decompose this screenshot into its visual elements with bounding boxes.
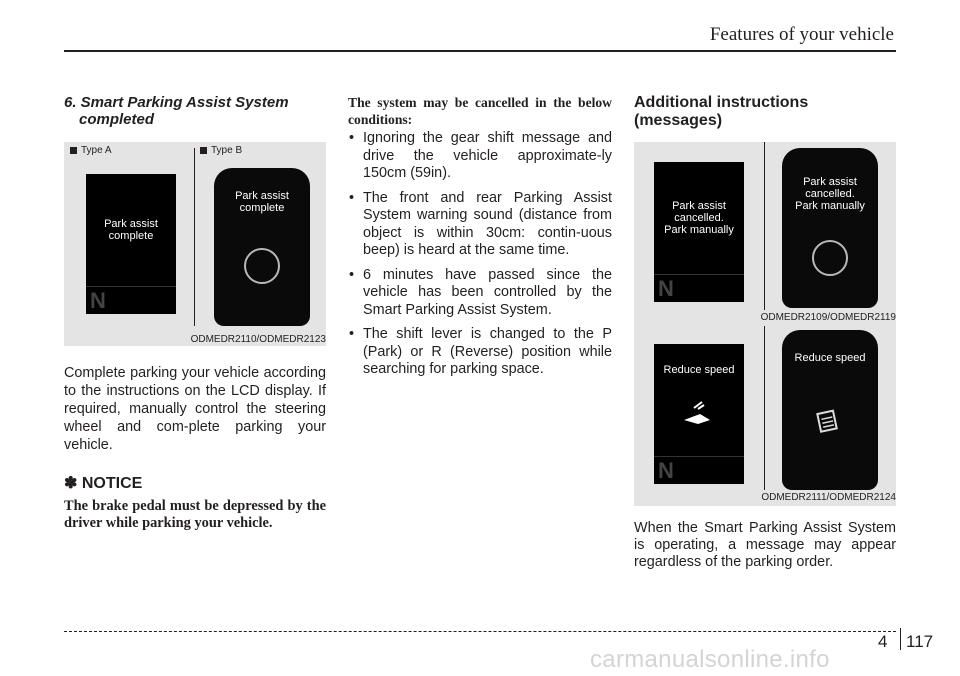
square-bullet-icon (70, 147, 77, 154)
section-heading-line2: (messages) (634, 112, 723, 129)
pedal-icon (816, 408, 840, 434)
lcd-text-line: Park assist (104, 218, 158, 230)
type-b-label: Type B (200, 145, 242, 156)
section-heading-completed (64, 94, 334, 128)
figure-caption: ODMEDR2110/ODMEDR2123 (190, 334, 326, 345)
list-item: • The front and rear Parking Assist System warning sound (distance from object is within 30cm: contin-uous beep) is heard at the same time. (348, 190, 612, 260)
figure-caption-bottom: ODMEDR2111/ODMEDR2124 (761, 492, 896, 503)
figure-divider (764, 326, 765, 490)
lcd-screen-cancelled-type-a (654, 162, 744, 302)
body-paragraph: When the Smart Parking Assist System is operating, a message may appear regardless of the parking order. (634, 520, 896, 570)
lcd-screen-type-b (214, 168, 310, 326)
list-item: • 6 minutes have passed since the vehicle has been controlled by the Smart Parking Assist System. (348, 267, 612, 320)
body-paragraph: Complete parking your vehicle according to the instructions on the LCD display. If required, manually control the steering wheel and com-plete parking your vehicle. (64, 365, 326, 453)
lcd-text-line: complete (239, 202, 285, 214)
lcd-divider (86, 286, 176, 287)
type-a-label: Type A (70, 145, 112, 156)
page-number-separator (900, 628, 901, 650)
lcd-screen-cancelled-type-b (782, 148, 878, 308)
lcd-text-line: Reduce speed (663, 364, 735, 376)
lcd-text-line: Park assist (803, 176, 857, 188)
lcd-text-line: Reduce speed (794, 352, 866, 364)
watermark: carmanualsonline.info (590, 646, 830, 673)
section-heading-line2: completed (79, 111, 155, 128)
section-heading-additional (634, 94, 896, 130)
lcd-screen-reduce-speed-type-b (782, 330, 878, 490)
gear-indicator-icon: N (90, 288, 106, 313)
lcd-text-line: Park assist (235, 190, 289, 202)
lcd-screen-reduce-speed-type-a (654, 344, 744, 484)
notice-body: The brake pedal must be depressed by the driver while parking your vehicle. (64, 498, 326, 531)
lcd-divider (654, 274, 744, 275)
header-rule (64, 50, 896, 52)
lcd-text-line: Park manually (664, 224, 734, 236)
list-item: • The shift lever is changed to the P (Park) or R (Reverse) position while searching for parking space. (348, 326, 612, 379)
conditions-heading: The system may be cancelled in the below conditions: (348, 95, 612, 127)
figure-divider (194, 148, 195, 326)
chapter-number: 4 (878, 632, 888, 651)
section-heading-line1: 6. Smart Parking Assist System (64, 94, 289, 111)
page-number: 117 (906, 632, 934, 651)
figure-park-assist-complete (64, 142, 326, 346)
steering-wheel-icon (812, 240, 848, 276)
lcd-screen-type-a (86, 174, 176, 314)
lcd-divider (654, 456, 744, 457)
figure-additional-messages (634, 142, 896, 506)
lcd-text-line: complete (108, 230, 154, 242)
figure-divider (764, 142, 765, 310)
lcd-text-line: cancelled. (805, 188, 855, 200)
section-heading-line1: Additional instructions (634, 94, 809, 111)
list-item: • Ignoring the gear shift message and drive the vehicle approximate-ly 150cm (59in). (348, 130, 612, 183)
lcd-text-line: Park assist (672, 200, 726, 212)
conditions-list (348, 130, 612, 386)
footer-dashed-rule (64, 631, 896, 632)
lcd-text-line: cancelled. (674, 212, 724, 224)
lcd-text-line: Park manually (795, 200, 865, 212)
square-bullet-icon (200, 147, 207, 154)
steering-wheel-icon (244, 248, 280, 284)
running-header: Features of your vehicle (709, 24, 894, 45)
figure-caption-top: ODMEDR2109/ODMEDR2119 (760, 312, 896, 323)
gear-indicator-icon: N (658, 458, 674, 483)
brake-pedal-icon (680, 400, 716, 426)
notice-title: ✽ NOTICE (64, 475, 143, 492)
gear-indicator-icon: N (658, 276, 674, 301)
